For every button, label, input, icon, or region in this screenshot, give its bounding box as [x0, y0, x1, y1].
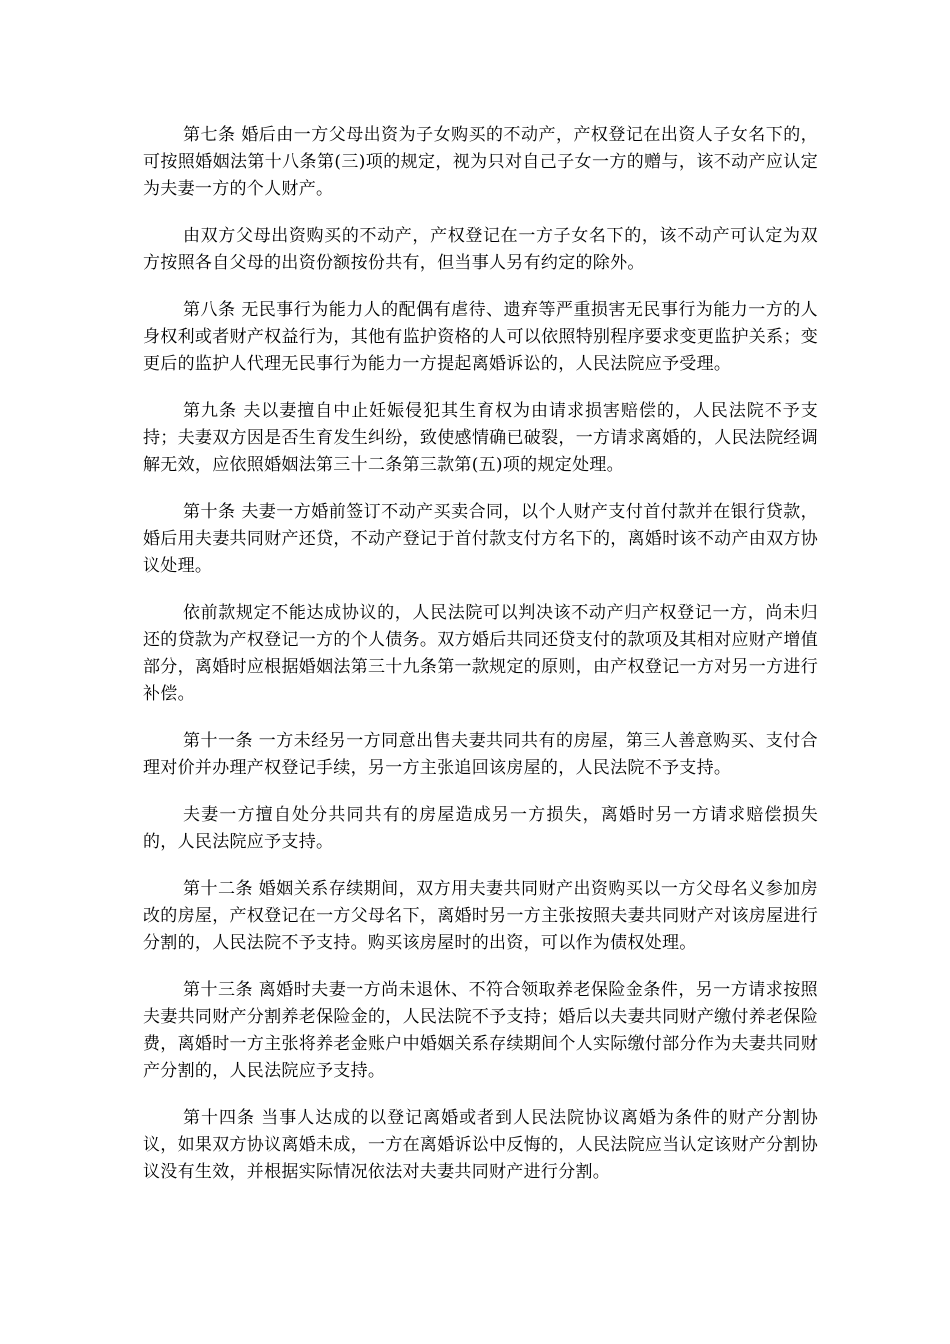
article-11-paragraph: 第十一条 一方未经另一方同意出售夫妻共同共有的房屋，第三人善意购买、支付合理对价并办理产权登记手续，另一方主张追回该房屋的，人民法院不予支持。: [143, 731, 818, 778]
article-8-paragraph: 第八条 无民事行为能力人的配偶有虐待、遗弃等严重损害无民事行为能力一方的人身权利或者财产权益行为，其他有监护资格的人可以依照特别程序要求变更监护关系；变更后的监护人代理无民事行为能力一方提起离婚诉讼的，人民法院应予受理。: [143, 300, 818, 374]
article-10-second-paragraph: 依前款规定不能达成协议的，人民法院可以判决该不动产归产权登记一方，尚未归还的贷款为产权登记一方的个人债务。双方婚后共同还贷支付的款项及其相对应财产增值部分，离婚时应根据婚姻法第三十九条第一款规定的原则，由产权登记一方对另一方进行补偿。: [143, 603, 818, 704]
article-9-paragraph: 第九条 夫以妻擅自中止妊娠侵犯其生育权为由请求损害赔偿的，人民法院不予支持；夫妻双方因是否生育发生纠纷，致使感情确已破裂，一方请求离婚的，人民法院经调解无效，应依照婚姻法第三十二条第三款第(五)项的规定处理。: [143, 401, 818, 475]
article-10-paragraph: 第十条 夫妻一方婚前签订不动产买卖合同，以个人财产支付首付款并在银行贷款，婚后用夫妻共同财产还贷，不动产登记于首付款支付方名下的，离婚时该不动产由双方协议处理。: [143, 502, 818, 576]
article-7-second-paragraph: 由双方父母出资购买的不动产，产权登记在一方子女名下的，该不动产可认定为双方按照各自父母的出资份额按份共有，但当事人另有约定的除外。: [143, 226, 818, 273]
article-14-paragraph: 第十四条 当事人达成的以登记离婚或者到人民法院协议离婚为条件的财产分割协议，如果双方协议离婚未成，一方在离婚诉讼中反悔的，人民法院应当认定该财产分割协议没有生效，并根据实际情况依法对夫妻共同财产进行分割。: [143, 1108, 818, 1182]
article-7-paragraph: 第七条 婚后由一方父母出资为子女购买的不动产，产权登记在出资人子女名下的，可按照婚姻法第十八条第(三)项的规定，视为只对自己子女一方的赠与，该不动产应认定为夫妻一方的个人财产。: [143, 125, 818, 199]
article-13-paragraph: 第十三条 离婚时夫妻一方尚未退休、不符合领取养老保险金条件，另一方请求按照夫妻共同财产分割养老保险金的，人民法院不予支持；婚后以夫妻共同财产缴付养老保险费，离婚时一方主张将养老金账户中婚姻关系存续期间个人实际缴付部分作为夫妻共同财产分割的，人民法院应予支持。: [143, 980, 818, 1081]
document-body: [143, 122, 818, 1205]
article-11-second-paragraph: 夫妻一方擅自处分共同共有的房屋造成另一方损失，离婚时另一方请求赔偿损失的，人民法院应予支持。: [143, 805, 818, 852]
article-12-paragraph: 第十二条 婚姻关系存续期间，双方用夫妻共同财产出资购买以一方父母名义参加房改的房屋，产权登记在一方父母名下，离婚时另一方主张按照夫妻共同财产对该房屋进行分割的，人民法院不予支持。购买该房屋时的出资，可以作为债权处理。: [143, 879, 818, 953]
